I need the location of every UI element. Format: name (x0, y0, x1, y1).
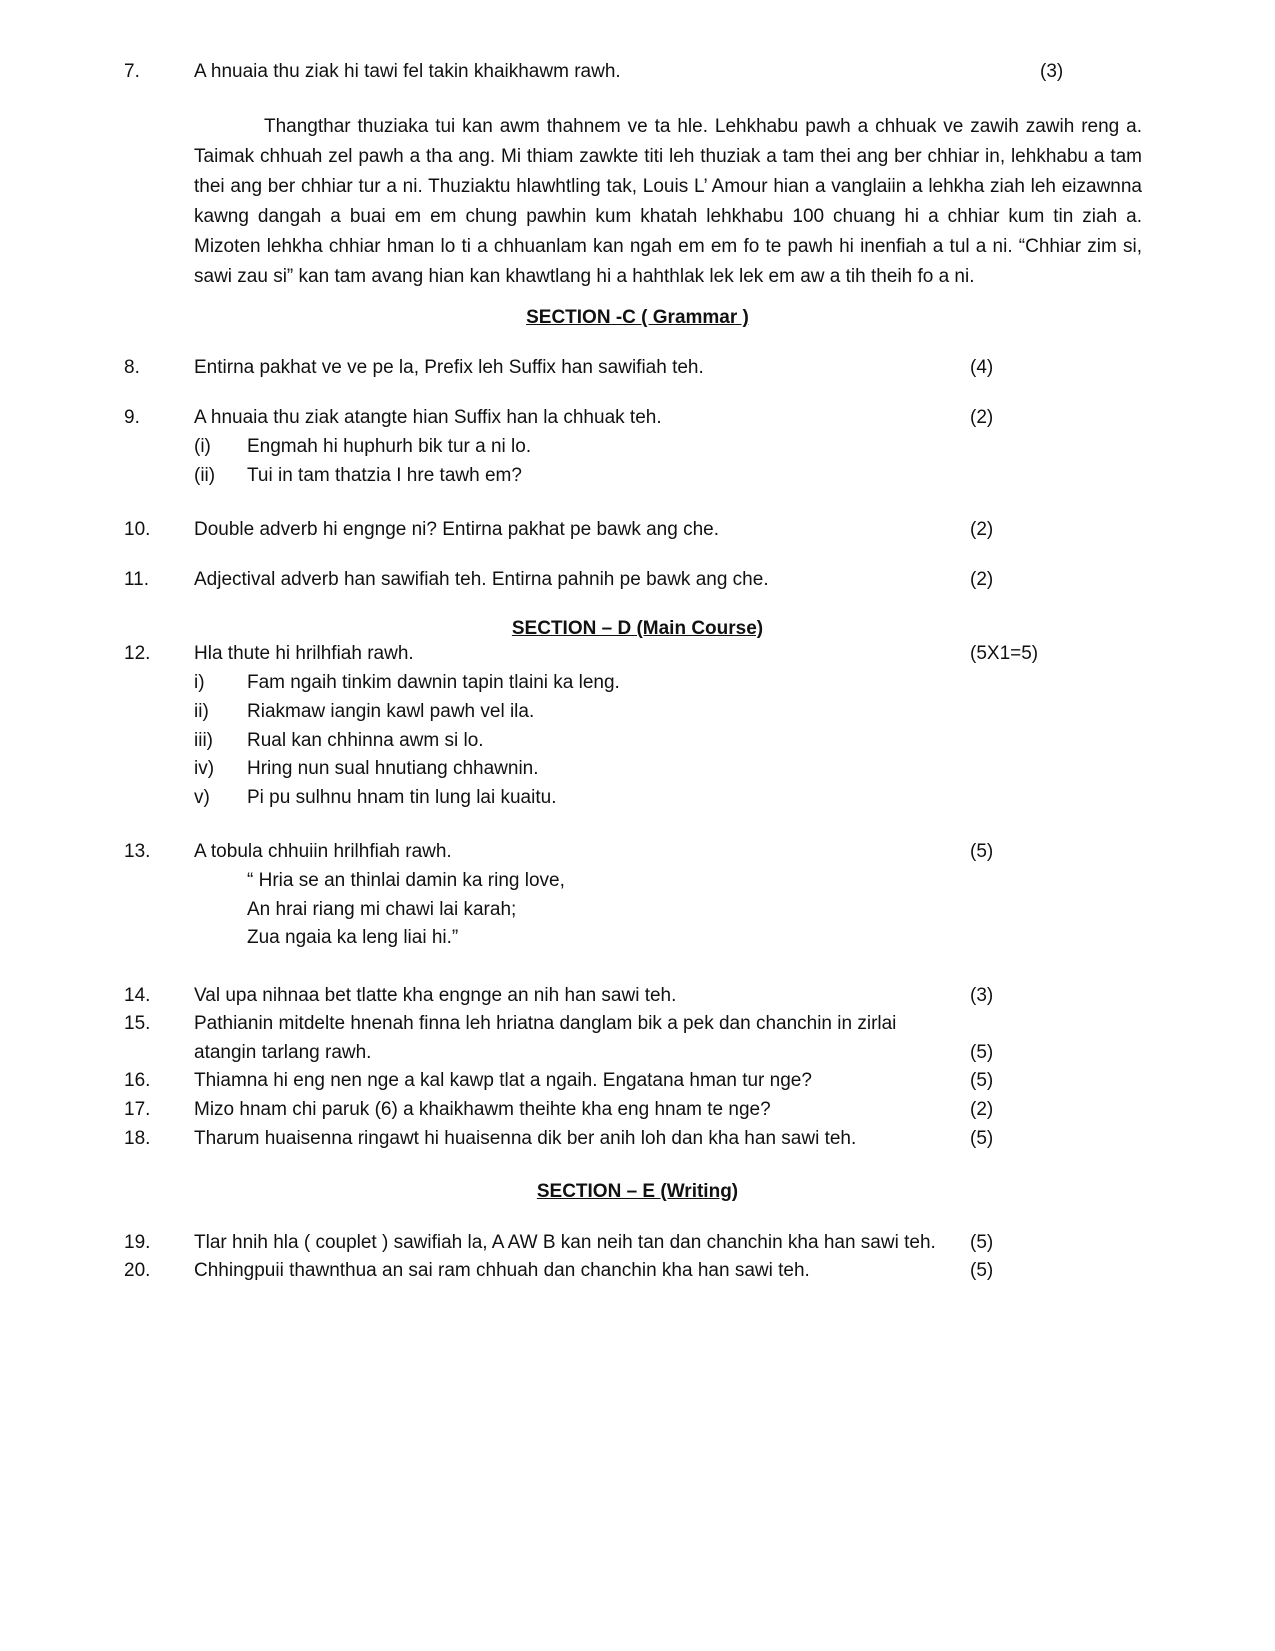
question-text: atangin tarlang rawh. (194, 1042, 372, 1063)
question-number: 20. (124, 1260, 151, 1281)
question-text: Tharum huaisenna ringawt hi huaisenna dik ber anih loh dan kha han sawi teh. (194, 1128, 857, 1149)
question-marks: (4) (970, 357, 994, 378)
question-text: A hnuaia thu ziak hi tawi fel takin khaikhawm rawh. (194, 61, 621, 82)
question-text: Entirna pakhat ve ve pe la, Prefix leh Suffix han sawifiah teh. (194, 357, 704, 378)
question-marks: (2) (970, 519, 994, 540)
sub-item (0, 783, 1275, 813)
question-13 (0, 837, 1275, 867)
question-number: 8. (124, 357, 140, 378)
sub-item (0, 432, 1275, 462)
question-number: 18. (124, 1128, 151, 1149)
question-number: 7. (124, 61, 140, 82)
question-marks: (2) (970, 1099, 994, 1120)
question-marks: (2) (970, 407, 994, 428)
question-marks: (3) (1040, 61, 1064, 82)
question-number: 11. (124, 569, 150, 590)
question-text: Tlar hnih hla ( couplet ) sawifiah la, A AW B kan neih tan dan chanchin kha han sawi teh. (194, 1232, 936, 1253)
verse-line (0, 923, 1275, 953)
sub-item (0, 461, 1275, 491)
question-number: 10. (124, 519, 151, 540)
question-number: 12. (124, 643, 151, 664)
question-14 (0, 981, 1275, 1011)
verse-text: An hrai riang mi chawi lai karah; (247, 899, 517, 920)
sub-item (0, 668, 1275, 698)
question-text: Double adverb hi engnge ni? Entirna pakhat pe bawk ang che. (194, 519, 719, 540)
summary-passage: Thangthar thuziaka tui kan awm thahnem ve ta hle. Lehkhabu pawh a chhuak ve zawih zawih reng a. Taimak chhuah zel pawh a tha ang. Mi thiam zawkte titi leh thuziak a tam thei ang ber chhiar in, lehkhabu a tam thei ang ber chhiar tur a ni. Thuziaktu hlawhtling tak, Louis L’ Amour hian a vanglaiin a lehkha ziah leh eizawnna kawng dangah a buai em em chung pawhin kum khatah lehkhabu 100 chuang hi a chhiar kum tin ziah a. Mizoten lehkha chhiar hman lo ti a chhuanlam kan ngah em em fo te pawh hi inenfiah a tul a ni. “Chhiar zim si, sawi zau si” kan tam avang hian kan khawtlang hi a hahthlak lek lek em aw a tih theih fo a ni. (194, 116, 1142, 287)
sub-item-text: Hring nun sual hnutiang chhawnin. (247, 758, 539, 779)
sub-item (0, 754, 1275, 784)
question-text: Pathianin mitdelte hnenah finna leh hriatna danglam bik a pek dan chanchin in zirlai (194, 1013, 897, 1034)
sub-item-text: Tui in tam thatzia I hre tawh em? (247, 465, 522, 486)
sub-item-text: Pi pu sulhnu hnam tin lung lai kuaitu. (247, 787, 557, 808)
question-marks: (2) (970, 569, 994, 590)
sub-item-label: v) (194, 787, 210, 808)
question-15-continued (0, 1038, 1275, 1068)
sub-item-text: Engmah hi huphurh bik tur a ni lo. (247, 436, 532, 457)
question-number: 9. (124, 407, 140, 428)
sub-item (0, 697, 1275, 727)
question-text: Thiamna hi eng nen nge a kal kawp tlat a ngaih. Engatana hman tur nge? (194, 1070, 812, 1091)
question-16 (0, 1066, 1275, 1096)
question-number: 15. (124, 1013, 151, 1034)
sub-item-text: Fam ngaih tinkim dawnin tapin tlaini ka leng. (247, 672, 620, 693)
sub-item-label: iii) (194, 730, 213, 751)
question-19 (0, 1228, 1275, 1258)
question-8 (0, 353, 1275, 383)
question-text: Val upa nihnaa bet tlatte kha engnge an nih han sawi teh. (194, 985, 677, 1006)
question-marks: (3) (970, 985, 994, 1006)
question-20 (0, 1256, 1275, 1286)
question-text: Mizo hnam chi paruk (6) a khaikhawm theihte kha eng hnam te nge? (194, 1099, 771, 1120)
sub-item-label: i) (194, 672, 205, 693)
question-11 (0, 565, 1275, 595)
question-marks: (5) (970, 1070, 994, 1091)
sub-item-text: Riakmaw iangin kawl pawh vel ila. (247, 701, 535, 722)
question-18 (0, 1124, 1275, 1154)
question-marks: (5X1=5) (970, 643, 1039, 664)
question-12 (0, 639, 1275, 669)
sub-item-label: ii) (194, 701, 209, 722)
verse-line (0, 866, 1275, 896)
question-marks: (5) (970, 1042, 994, 1063)
question-text: Hla thute hi hrilhfiah rawh. (194, 643, 414, 664)
question-number: 17. (124, 1099, 151, 1120)
question-number: 13. (124, 841, 151, 862)
sub-item-text: Rual kan chhinna awm si lo. (247, 730, 484, 751)
sub-item-label: iv) (194, 758, 215, 779)
question-7 (0, 57, 1275, 87)
question-17 (0, 1095, 1275, 1125)
verse-text: Zua ngaia ka leng liai hi.” (247, 927, 459, 948)
question-number: 14. (124, 985, 151, 1006)
question-10 (0, 515, 1275, 545)
question-marks: (5) (970, 1260, 994, 1281)
question-marks: (5) (970, 841, 994, 862)
question-marks: (5) (970, 1128, 994, 1149)
question-number: 19. (124, 1232, 151, 1253)
sub-item-label: (i) (194, 436, 211, 457)
question-9 (0, 403, 1275, 433)
sub-item (0, 726, 1275, 756)
verse-text: “ Hria se an thinlai damin ka ring love, (247, 870, 565, 891)
section-c-heading: SECTION -C ( Grammar ) (526, 307, 749, 328)
question-text: A tobula chhuiin hrilhfiah rawh. (194, 841, 452, 862)
section-d-heading: SECTION – D (Main Course) (511, 618, 764, 639)
question-15 (0, 1009, 1275, 1039)
question-text: A hnuaia thu ziak atangte hian Suffix han la chhuak teh. (194, 407, 662, 428)
sub-item-label: (ii) (194, 465, 216, 486)
question-number: 16. (124, 1070, 151, 1091)
section-e-heading: SECTION – E (Writing) (536, 1181, 739, 1202)
verse-line (0, 895, 1275, 925)
question-text: Chhingpuii thawnthua an sai ram chhuah dan chanchin kha han sawi teh. (194, 1260, 810, 1281)
question-marks: (5) (970, 1232, 994, 1253)
question-text: Adjectival adverb han sawifiah teh. Entirna pahnih pe bawk ang che. (194, 569, 769, 590)
